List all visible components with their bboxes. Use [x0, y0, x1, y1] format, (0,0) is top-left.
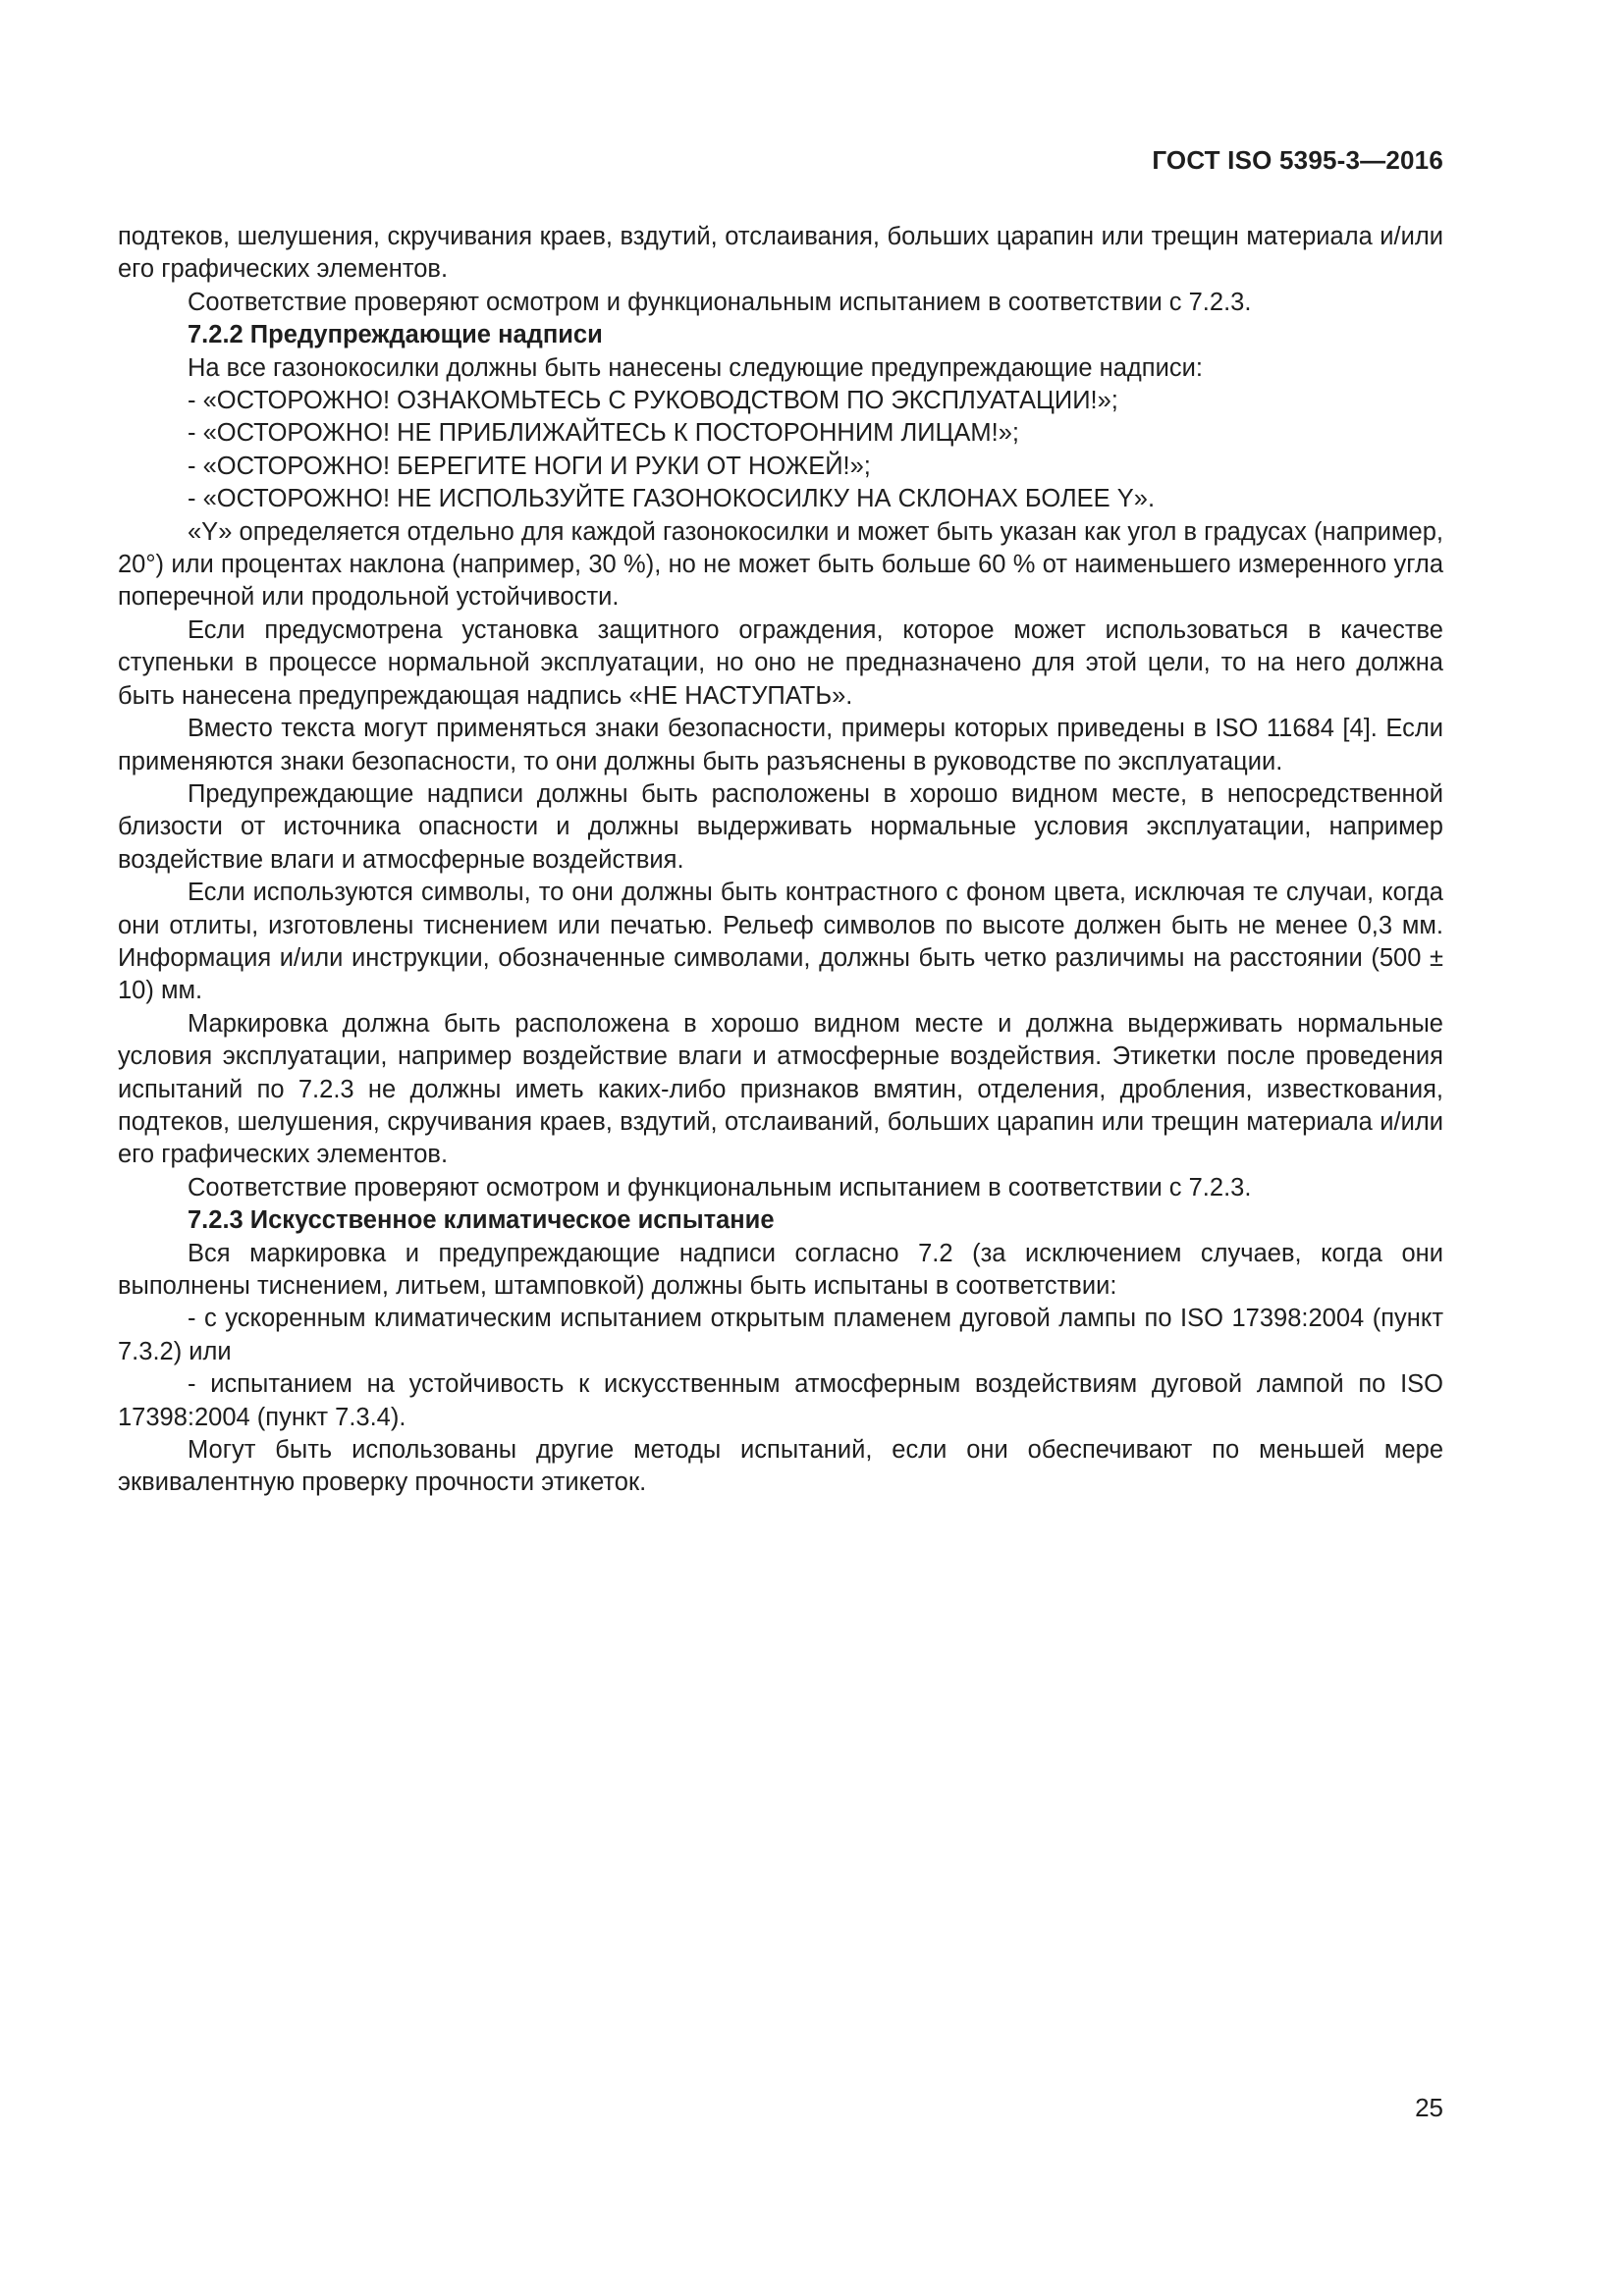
paragraph: Вся маркировка и предупреждающие надписи согласно 7.2 (за исключением случаев, когда они выполнены тиснением, литьем, штамповкой) должны быть испытаны в соответствии:	[118, 1239, 1443, 1300]
standard-id: ГОСТ ISO 5395-3—2016	[1152, 145, 1443, 175]
paragraph: Соответствие проверяют осмотром и функциональным испытанием в соответствии с 7.2.3.	[188, 288, 1252, 316]
section-heading: 7.2.3 Искусственное климатическое испытание	[188, 1206, 775, 1235]
paragraph: Вместо текста могут применяться знаки безопасности, примеры которых приведены в ISO 11684 [4]. Если применяются знаки безопасности, то они должны быть разъяснены в руководстве по эксплуатации.	[118, 715, 1443, 775]
list-item: - испытанием на устойчивость к искусственным атмосферным воздействиям дуговой лампой по ISO 17398:2004 (пункт 7.3.4).	[118, 1370, 1443, 1431]
paragraph: На все газонокосилки должны быть нанесены следующие предупреждающие надписи:	[188, 353, 1203, 382]
list-item: - «ОСТОРОЖНО! НЕ ИСПОЛЬЗУЙТЕ ГАЗОНОКОСИЛКУ НА СКЛОНАХ БОЛЕЕ Y».	[188, 485, 1156, 513]
paragraph: Соответствие проверяют осмотром и функциональным испытанием в соответствии с 7.2.3.	[188, 1173, 1252, 1201]
paragraph: Предупреждающие надписи должны быть расположены в хорошо видном месте, в непосредственной близости от источника опасности и должны выдерживать нормальные условия эксплуатации, например воздействие влаги и атмосферные воздействия.	[118, 779, 1443, 874]
list-item: - «ОСТОРОЖНО! ОЗНАКОМЬТЕСЬ С РУКОВОДСТВОМ ПО ЭКСПЛУАТАЦИИ!»;	[188, 387, 1118, 415]
list-item: - с ускоренным климатическим испытанием открытым пламенем дуговой лампы по ISO 17398:2004 (пункт 7.3.2) или	[118, 1305, 1443, 1365]
page-number-value: 25	[1415, 2093, 1443, 2122]
list-item: - «ОСТОРОЖНО! БЕРЕГИТЕ НОГИ И РУКИ ОТ НОЖЕЙ!»;	[188, 452, 871, 480]
paragraph: Если используются символы, то они должны быть контрастного с фоном цвета, исключая те случаи, когда они отлиты, изготовлены тиснением или печатью. Рельеф символов по высоте должен быть не менее 0,3 мм. Информация и/или инструкции, обозначенные символами, должны быть четко различимы на расстоянии (500 ± 10) мм.	[118, 879, 1443, 1005]
document-header	[118, 145, 1443, 176]
paragraph: Могут быть использованы другие методы испытаний, если они обеспечивают по меньшей мере эквивалентную проверку прочности этикеток.	[118, 1436, 1443, 1497]
paragraph: Маркировка должна быть расположена в хорошо видном месте и должна выдерживать нормальные условия эксплуатации, например воздействие влаги и атмосферные воздействия. Этикетки после проведения испытаний по 7.2.3 не должны иметь каких-либо признаков вмятин, отделения, дробления, известкования, подтеков, шелушения, скручивания краев, вздутий, отслаиваний, больших царапин или трещин материала и/или его графических элементов.	[118, 1009, 1443, 1169]
paragraph: Если предусмотрена установка защитного ограждения, которое может использоваться в качестве ступеньки в процессе нормальной эксплуатации, но оно не предназначено для этой цели, то на него должна быть нанесена предупреждающая надпись «НЕ НАСТУПАТЬ».	[118, 615, 1443, 710]
document-body	[118, 221, 1443, 1500]
list-item: - «ОСТОРОЖНО! НЕ ПРИБЛИЖАЙТЕСЬ К ПОСТОРОННИМ ЛИЦАМ!»;	[188, 419, 1020, 448]
paragraph: подтеков, шелушения, скручивания краев, вздутий, отслаивания, больших царапин или трещин материала и/или его графических элементов.	[118, 223, 1443, 284]
section-heading: 7.2.2 Предупреждающие надписи	[188, 321, 603, 349]
page-number	[118, 2093, 1443, 2123]
paragraph: «Y» определяется отдельно для каждой газонокосилки и может быть указан как угол в градусах (например, 20°) или процентах наклона (например, 30 %), но не может быть больше 60 % от наименьшего измеренного угла поперечной или продольной устойчивости.	[118, 517, 1443, 612]
